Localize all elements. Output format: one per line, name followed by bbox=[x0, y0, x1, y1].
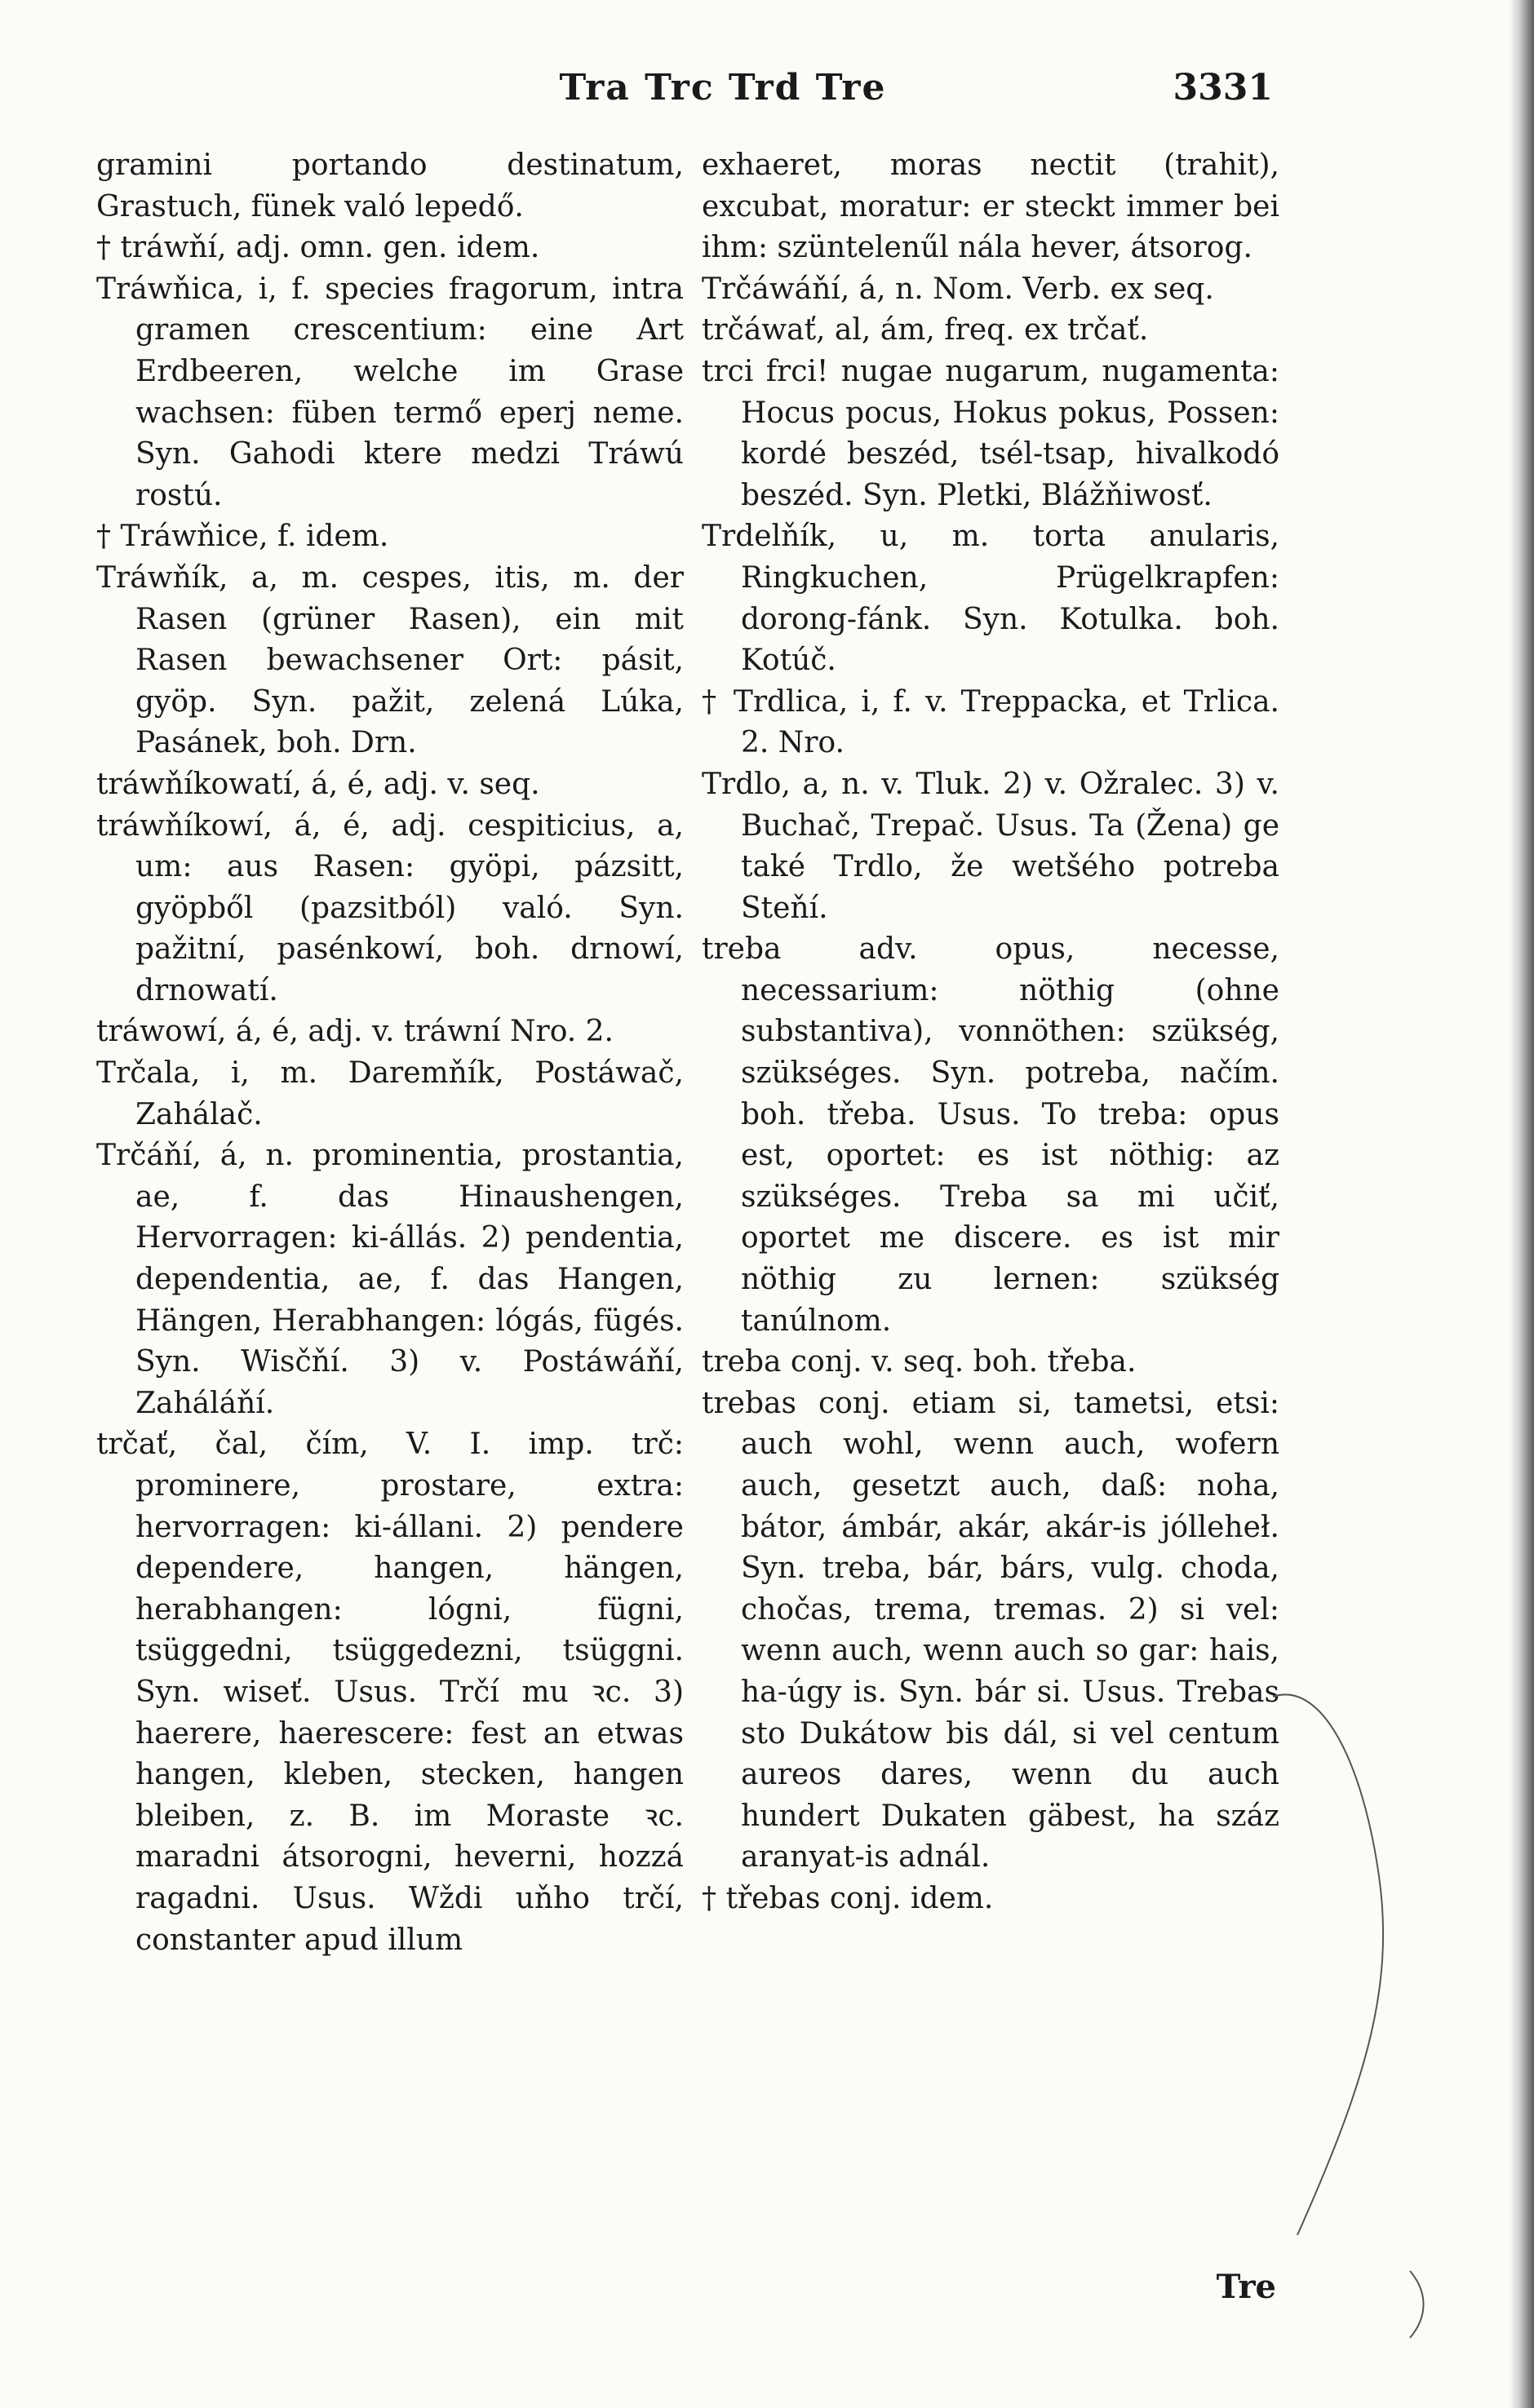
dictionary-entry: trebas conj. etiam si, tametsi, etsi: auch wohl, wenn auch, wofern auch, gesetzt auch, daß: noha, bátor, ámbár, akár, akár-is jólleheł. Syn. treba, bár, bárs, vulg. choda, chočas, trema, tremas. 2) si vel: wenn auch, wenn auch so gar: hais, ha-úgy is. Syn. bár si. Usus. Trebas sto Dukátow bis dál, si vel centum aureos dares, wenn du auch hundert Dukaten gäbest, ha száz aranyat-is adnál. bbox=[702, 1386, 1279, 1875]
dictionary-entry: tráwňíkowatí, á, é, adj. v. seq. bbox=[96, 767, 540, 801]
dictionary-entry: Trdlo, a, n. v. Tluk. 2) v. Ožralec. 3) v. Buchač, Trepač. Usus. Ta (Žena) ge také Trdlo, že wetšého potreba Steňí. bbox=[702, 767, 1279, 925]
dictionary-entry: † Trdlica, i, f. v. Treppacka, et Trlica. 2. Nro. bbox=[702, 684, 1279, 760]
dictionary-entry: Trčáwáňí, á, n. Nom. Verb. ex seq. bbox=[702, 272, 1214, 306]
dictionary-entry: Trčáňí, á, n. prominentia, prostantia, ae, f. das Hinaushengen, Hervorragen: ki-állás. 2) pendentia, dependentia, ae, f. das Hangen, Hängen, Herabhangen: lógás, fügés. Syn. Wisčňí. 3) v. Postáwáňí, Zaháláňí. bbox=[96, 1139, 684, 1420]
pencil-bracket-icon bbox=[1403, 2268, 1436, 2341]
dictionary-entry: trčáwať, al, ám, freq. ex trčať. bbox=[702, 313, 1149, 347]
dictionary-entry: † třebas conj. idem. bbox=[702, 1881, 994, 1915]
page-edge-shadow bbox=[1510, 0, 1534, 2408]
catchword: Tre bbox=[1216, 2268, 1276, 2306]
dictionary-entry: † Tráwňice, f. idem. bbox=[96, 520, 389, 554]
dictionary-entry: gramini portando destinatum, Grastuch, fünek való lepedő. bbox=[96, 148, 684, 224]
dictionary-entry: treba conj. v. seq. boh. třeba. bbox=[702, 1345, 1137, 1379]
dictionary-entry: Tráwňica, i, f. species fragorum, intra gramen crescentium: eine Art Erdbeeren, welche im Grase wachsen: füben termő eperj neme. Syn. Gahodi ktere medzi Tráwú rostú. bbox=[96, 272, 684, 512]
dictionary-entry: trčať, čal, čím, V. I. imp. trč: prominere, prostare, extra: hervorragen: ki-állani. 2) pendere dependere, hangen, hängen, herabhangen: lógni, fügni, tsüggedni, tsüggedezni, tsüggni. Syn. wiseť. Usus. Trčí mu ꝛc. 3) haerere, haerescere: fest an etwas hangen, kleben, stecken, hangen bleiben, z. B. im Moraste ꝛc. maradni átsorogni, heverni, hozzá ragadni. Usus. Wždi uňho trčí, constanter apud illum bbox=[96, 1428, 684, 1957]
page-number: 3331 bbox=[1173, 67, 1273, 108]
right-column bbox=[702, 145, 1279, 2160]
dictionary-entry: Tráwňík, a, m. cespes, itis, m. der Rasen (grüner Rasen), ein mit Rasen bewachsener Ort: pásit, gyöp. Syn. pažit, zelená Lúka, Pasánek, boh. Drn. bbox=[96, 560, 684, 760]
dictionary-entry: Trdelňík, u, m. torta anularis, Ringkuchen, Prügelkrapfen: dorong-fánk. Syn. Kotulka. boh. Kotúč. bbox=[702, 520, 1279, 678]
dictionary-entry: treba adv. opus, necesse, necessarium: nöthig (ohne substantiva), vonnöthen: szükség, szükséges. Syn. potreba, načím. boh. třeba. Usus. To treba: opus est, oportet: es ist nöthig: az szükséges. Treba sa mi učiť, oportet me discere. es ist mir nöthig zu lernen: szükség tanúlnom. bbox=[702, 932, 1279, 1338]
pencil-mark-icon bbox=[1273, 1664, 1395, 2251]
left-column bbox=[96, 145, 684, 2160]
dictionary-entry: Trčala, i, m. Daremňík, Postáwač, Zahálač. bbox=[96, 1056, 684, 1131]
dictionary-entry: † tráwňí, adj. omn. gen. idem. bbox=[96, 231, 540, 265]
dictionary-entry: tráwowí, á, é, adj. v. tráwní Nro. 2. bbox=[96, 1015, 614, 1049]
dictionary-entry: trci frci! nugae nugarum, nugamenta: Hocus pocus, Hokus pokus, Possen: kordé beszéd, tsél-tsap, hivalkodó beszéd. Syn. Pletki, Blážňiwosť. bbox=[702, 354, 1279, 512]
dictionary-entry: tráwňíkowí, á, é, adj. cespiticius, a, um: aus Rasen: gyöpi, pázsitt, gyöpből (pazsitból) való. Syn. pažitní, pasénkowí, boh. drnowí, drnowatí. bbox=[96, 808, 684, 1007]
running-head: Tra Trc Trd Tre bbox=[559, 67, 887, 108]
dictionary-entry: exhaeret, moras nectit (trahit), excubat, moratur: er steckt immer bei ihm: szüntelenűl nála hever, átsorog. bbox=[702, 148, 1279, 265]
